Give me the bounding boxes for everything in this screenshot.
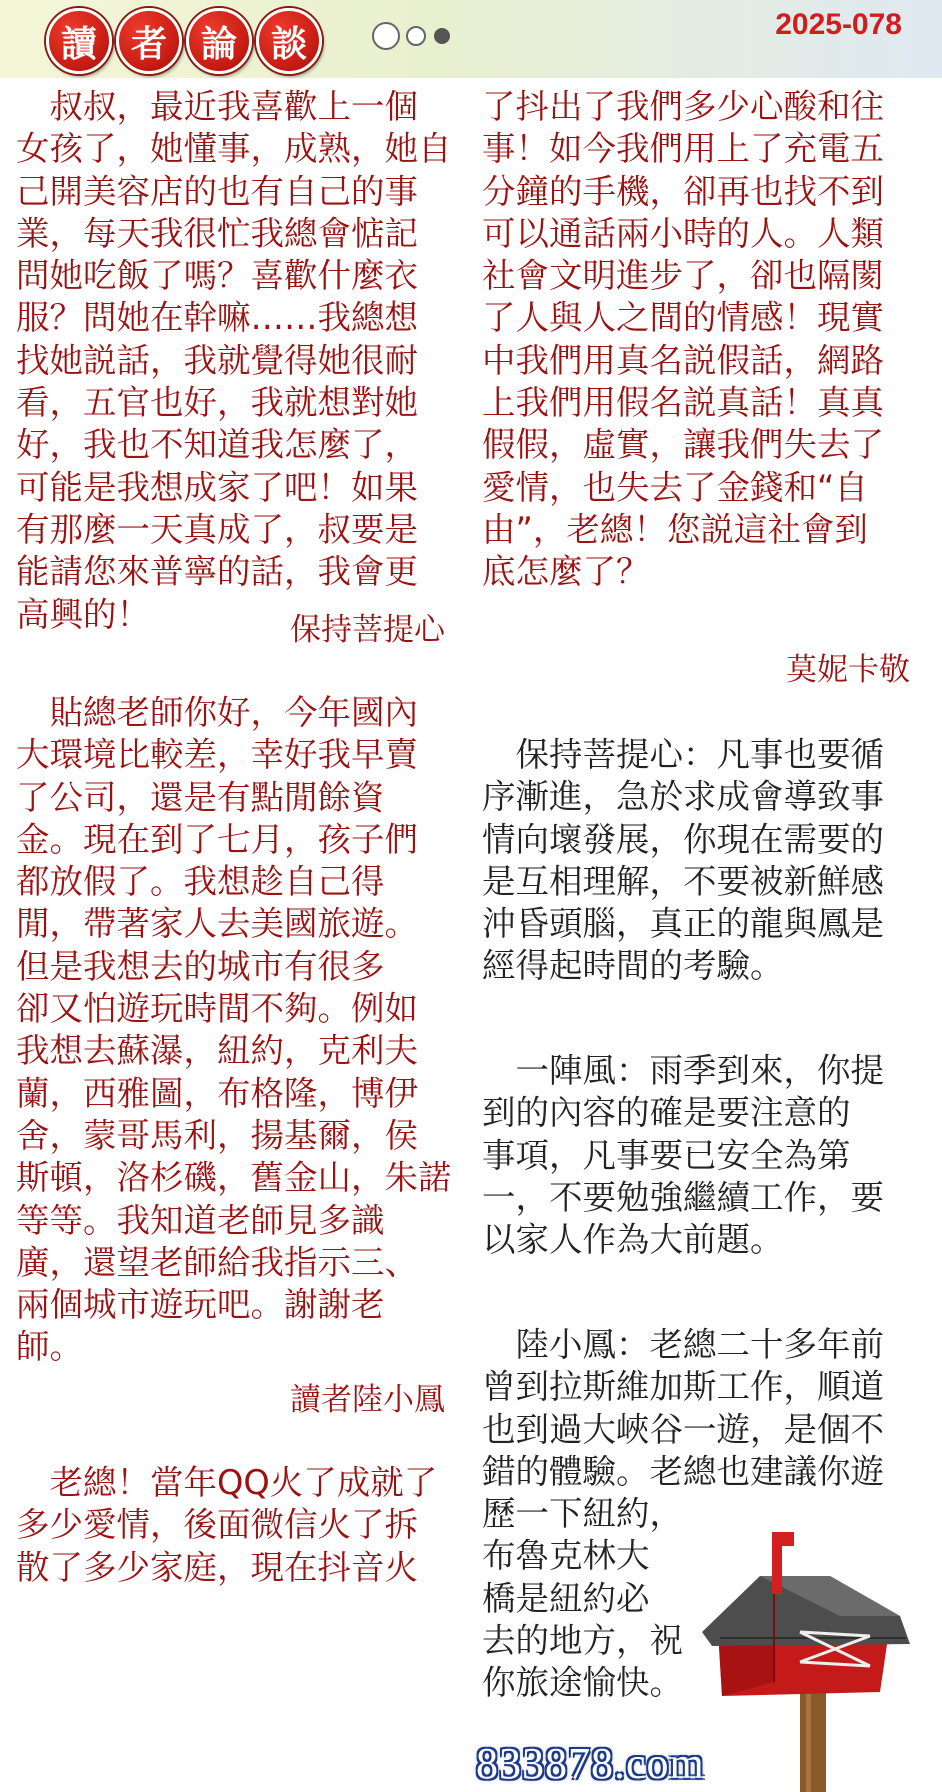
text-line: 去的地方，祝 [482, 1621, 683, 1661]
text-line: 好，我也不知道我怎麼了， [16, 425, 418, 465]
text-line: 我想去蘇瀑，紐約，克利夫 [16, 1031, 418, 1071]
title-char-3: 論 [186, 8, 252, 74]
text-line: 卻又怕遊玩時間不夠。例如 [16, 989, 418, 1029]
text-line: 一，不要勉強繼續工作，要 [482, 1177, 884, 1217]
title-char-1: 讀 [46, 8, 112, 74]
text-line: 序漸進，急於求成會導致事 [482, 777, 884, 817]
text-line: 中我們用真名説假話，網路 [482, 340, 884, 380]
column-title [46, 8, 326, 74]
text-line: 一陣風：雨季到來，你提 [482, 1051, 884, 1090]
text-line: 分鐘的手機，卻再也找不到 [482, 171, 884, 211]
text-line: 底怎麼了？ [482, 552, 650, 592]
dot-medium [406, 26, 426, 46]
text-line: 你旅途愉快。 [482, 1663, 683, 1703]
text-line: 可能是我想成家了吧！如果 [16, 467, 418, 507]
text-line: 業，每天我很忙我總會惦記 [16, 213, 418, 253]
text-line: 上我們用假名説真話！真真 [482, 383, 884, 423]
mailbox-post [800, 1682, 826, 1792]
text-line: 假假，虛實，讓我們失去了 [482, 425, 884, 465]
text-line: 事項，凡事要已安全為第 [482, 1135, 851, 1175]
text-line: 陸小鳳：老總二十多年前 [482, 1325, 884, 1364]
text-line: 大環境比較差，幸好我早賣 [16, 735, 418, 775]
issue-number: 2025-078 [775, 8, 902, 41]
letter-2-body [16, 692, 452, 1369]
text-line: 了抖出了我們多少心酸和往 [482, 87, 884, 126]
text-line: 高興的！ [16, 594, 150, 634]
text-line: 看，五官也好，我就想對她 [16, 383, 418, 423]
watermark: 833878.com [476, 1739, 705, 1788]
text-line: 兩個城市遊玩吧。謝謝老 [16, 1285, 385, 1325]
text-line: 以家人作為大前題。 [482, 1220, 784, 1260]
text-line: 歷一下紐約， [482, 1494, 683, 1534]
text-line: 曾到拉斯維加斯工作，順道 [482, 1367, 884, 1407]
text-line: 散了多少家庭，現在抖音火 [16, 1547, 418, 1587]
dot-large [372, 22, 400, 50]
letter-1-signature: 保持菩提心 [290, 612, 445, 648]
text-line: 能請您來普寧的話，我會更 [16, 552, 418, 592]
reply-2 [482, 1050, 884, 1261]
text-line: 了人與人之間的情感！現實 [482, 298, 884, 338]
text-line: 社會文明進步了，卻也隔閡 [482, 256, 884, 296]
text-line: 但是我想去的城市有很多 [16, 946, 385, 986]
text-line: 情向壞發展，你現在需要的 [482, 819, 884, 859]
letter-3-signature: 莫妮卡敬 [786, 652, 910, 688]
text-line: 師。 [16, 1327, 83, 1367]
text-line: 愛情，也失去了金錢和“自 [482, 467, 868, 507]
text-line: 事！如今我們用上了充電五 [482, 129, 884, 169]
text-line: 找她説話，我就覺得她很耐 [16, 340, 418, 380]
title-char-4: 談 [256, 8, 322, 74]
letter-3-body [16, 1462, 437, 1589]
text-line: 錯的體驗。老總也建議你遊 [482, 1451, 884, 1491]
decorative-dots [372, 22, 450, 50]
text-line: 橋是紐約必 [482, 1578, 650, 1618]
text-line: 等等。我知道老師見多識 [16, 1200, 385, 1240]
reply-1 [482, 734, 884, 988]
text-line: 己開美容店的也有自己的事 [16, 171, 418, 211]
text-line: 舍，蒙哥馬利，揚基爾，侯 [16, 1115, 418, 1155]
text-line: 布魯克林大 [482, 1536, 650, 1576]
text-line: 沖昏頭腦，真正的龍與鳳是 [482, 904, 884, 944]
dot-small [434, 28, 450, 44]
text-line: 老總！當年QQ火了成就了 [16, 1463, 438, 1502]
text-line: 廣，還望老師給我指示三、 [16, 1242, 418, 1282]
text-line: 也到過大峽谷一遊，是個不 [482, 1409, 884, 1449]
text-line: 由”，老總！您説這社會到 [482, 509, 868, 549]
text-line: 閒，帶著家人去美國旅遊。 [16, 904, 418, 944]
text-line: 到的內容的確是要注意的 [482, 1093, 851, 1133]
header-banner [0, 0, 942, 78]
text-line: 叔叔，最近我喜歡上一個 [16, 87, 418, 126]
text-line: 有那麼一天真成了，叔要是 [16, 509, 418, 549]
text-line: 可以通話兩小時的人。人類 [482, 213, 884, 253]
text-line: 保持菩提心：凡事也要循 [482, 735, 884, 774]
letter-2-signature: 讀者陸小鳳 [290, 1382, 445, 1418]
text-line: 都放假了。我想趁自己得 [16, 862, 385, 902]
text-line: 是互相理解，不要被新鮮感 [482, 861, 884, 901]
text-line: 女孩了，她懂事，成熟，她自 [16, 129, 452, 169]
text-line: 蘭，西雅圖，布格隆，博伊 [16, 1073, 418, 1113]
text-line: 金。現在到了七月，孩子們 [16, 819, 418, 859]
text-line: 貼總老師你好，今年國內 [16, 693, 418, 732]
text-line: 多少愛情，後面微信火了拆 [16, 1505, 418, 1545]
text-line: 經得起時間的考驗。 [482, 946, 784, 986]
text-line: 了公司，還是有點閒餘資 [16, 777, 385, 817]
text-line: 服？問她在幹嘛……我總想 [16, 298, 418, 338]
title-char-2: 者 [116, 8, 182, 74]
mailbox-illustration [700, 1532, 926, 1792]
text-line: 問她吃飯了嗎？喜歡什麼衣 [16, 256, 418, 296]
letter-1-body [16, 86, 452, 636]
text-line: 斯頓，洛杉磯，舊金山，朱諾 [16, 1158, 452, 1198]
letter-3-continued [482, 86, 884, 594]
